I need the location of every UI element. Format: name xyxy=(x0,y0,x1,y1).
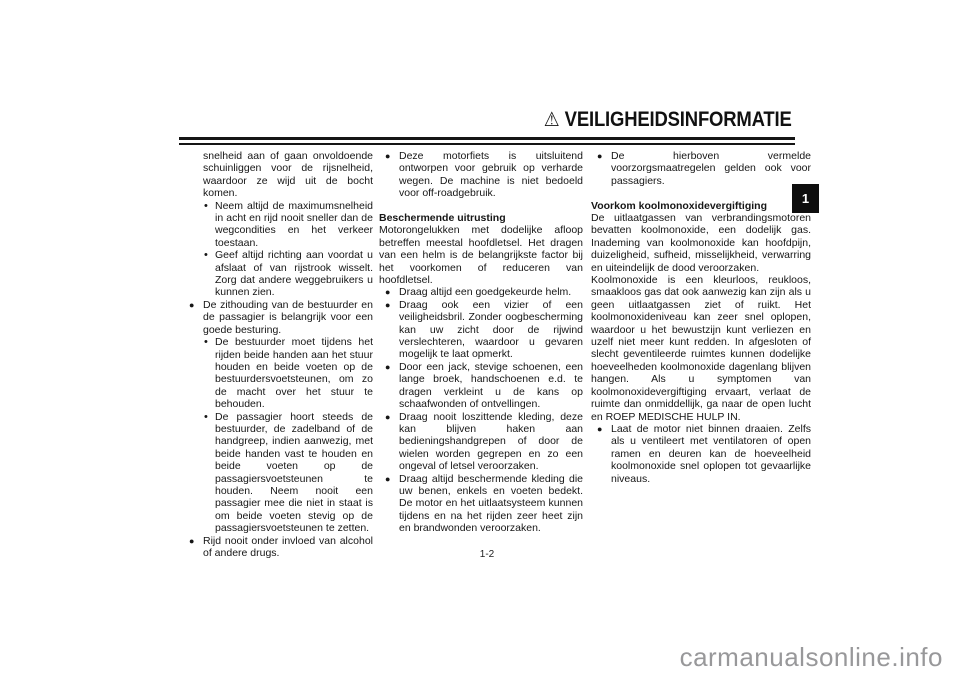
list-item-text: Deze motorfiets is uitsluitend ontworpen voor gebruik op verharde wegen. De machine is niet bedoeld voor off-roadgebruik. xyxy=(399,150,583,200)
bullet-marker-icon: ● xyxy=(385,361,391,372)
list-item-text: Draag ook een vizier of een veiligheidsbril. Zonder oogbescherming kan uw zicht door de rijwind verslechteren, waardoor u gevaren mogelijk te laat opmerkt. xyxy=(399,298,583,361)
bullet-marker-icon: ● xyxy=(597,151,603,161)
list-item-text: De passagier hoort steeds de bestuurder, de zadelband of de handgreep, indien aanwezig, met beide handen vast te houden en beide voeten op de passagiersvoetsteunen te houden. Neem nooit een passagier mee die niet in staat is om beide voeten stevig op de passagiersvoetsteunen te zetten. xyxy=(215,410,373,535)
list-item-text: Draag altijd een goedgekeurde helm. xyxy=(399,286,572,299)
bullet-marker-icon: ● xyxy=(189,299,195,310)
column-2 xyxy=(379,150,583,559)
list-item-text: De bestuurder moet tijdens het rijden beide handen aan het stuur houden en beide voeten op de bestuurdersvoetsteunen, om zo de macht over het stuur te behouden. xyxy=(215,336,373,411)
list-item-text: Draag altijd beschermende kleding die uw benen, enkels en voeten bedekt. De motor en het uitlaatsysteem kunnen tijdens en na het rijden zeer heet zijn en brandwonden veroorzaken. xyxy=(399,472,583,535)
section-heading: Voorkom koolmonoxidevergiftiging xyxy=(591,199,767,212)
content-columns xyxy=(183,150,811,559)
sub-bullet-marker-icon: • xyxy=(204,336,208,349)
paragraph: De uitlaatgassen van verbrandingsmotoren bevatten koolmonoxide, een dodelijk gas. Inademing van koolmonoxide kan hoofdpijn, duizeligheid, sufheid, misselijkheid, verwarring en uiteindelijk de dood veroorzaken. xyxy=(591,212,811,274)
sub-bullet-marker-icon: • xyxy=(204,249,208,262)
sub-bullet-marker-icon: • xyxy=(204,410,208,423)
bullet-marker-icon: ● xyxy=(385,473,391,484)
list-item xyxy=(183,249,373,299)
header-double-rule xyxy=(179,137,795,145)
sub-bullet-marker-icon: • xyxy=(204,199,208,212)
list-item xyxy=(591,150,811,187)
paragraph: Koolmonoxide is een kleurloos, reukloos, smaakloos gas dat ook aanwezig kan zijn als u geen uitlaatgassen ziet of ruikt. Het koolmonoxideniveau kan zeer snel oplopen, waardoor u het bewustzijn kunt verliezen en uzelf niet meer kunt redden. In afgesloten of slecht geventileerde ruimtes kunnen dodelijke hoeveelheden koolmonoxide dagenlang blijven hangen. Als u symptomen van koolmonoxidevergiftiging ervaart, verlaat de ruimte dan onmiddellijk, ga naar de open lucht en ROEP MEDISCHE HULP IN. xyxy=(591,274,811,423)
list-item xyxy=(591,423,811,485)
watermark: carmanualsonline.info xyxy=(679,642,943,672)
list-item xyxy=(379,473,583,535)
column-1 xyxy=(183,150,373,559)
bullet-marker-icon: ● xyxy=(385,151,391,161)
list-item-text: Rijd nooit onder invloed van alcohol of andere drugs. xyxy=(203,534,373,559)
list-item-text: De hierboven vermelde voorzorgsmaatregelen gelden ook voor passagiers. xyxy=(611,150,811,187)
bullet-marker-icon: ● xyxy=(385,287,391,298)
paragraph: Motorongelukken met dodelijke afloop betreffen meestal hoofdletsel. Het dragen van een helm is de belangrijkste factor bij het voorkomen of reduceren van hoofdletsel. xyxy=(379,224,583,287)
list-item-text: Geef altijd richting aan voordat u afslaat of van rijstrook wisselt. Zorg dat andere weggebruikers u kunnen zien. xyxy=(215,249,373,299)
warning-triangle-icon: ⚠ xyxy=(544,107,560,131)
list-item xyxy=(379,361,583,411)
list-item xyxy=(183,299,373,336)
paragraph: snelheid aan of gaan onvoldoende schuinliggen voor de rijsnelheid, waardoor ze wijd uit de bocht komen. xyxy=(203,150,373,200)
list-item xyxy=(379,411,583,473)
bullet-marker-icon: ● xyxy=(385,299,391,310)
bullet-marker-icon: ● xyxy=(597,423,603,434)
list-item xyxy=(379,299,583,361)
list-item xyxy=(379,150,583,200)
list-item-text: De zithouding van de bestuurder en de passagier is belangrijk voor een goede besturing. xyxy=(203,298,373,336)
bullet-marker-icon: ● xyxy=(385,411,391,422)
page-title: VEILIGHEIDSINFORMATIE xyxy=(565,108,792,131)
list-item xyxy=(183,411,373,535)
list-item xyxy=(379,286,583,298)
chapter-tab-1: 1 xyxy=(792,184,819,213)
page-header xyxy=(544,107,792,132)
column-3 xyxy=(591,150,811,559)
list-item-text: Laat de motor niet binnen draaien. Zelfs als u ventileert met ventilatoren of open ramen en deuren kan de hoeveelheid koolmonoxide snel oplopen tot gevaarlijke niveaus. xyxy=(611,422,811,485)
section-heading: Beschermende uitrusting xyxy=(379,212,506,225)
list-item xyxy=(183,336,373,410)
list-item-text: Draag nooit loszittende kleding, deze kan blijven haken aan bedieningshandgrepen of door de wielen worden gegrepen en zo een ongeval of letsel veroorzaken. xyxy=(399,410,583,473)
list-item xyxy=(183,200,373,250)
bullet-marker-icon: ● xyxy=(189,535,195,546)
list-item-text: Neem altijd de maximumsnelheid in acht en rijd nooit sneller dan de wegcondities en het verkeer toestaan. xyxy=(215,199,373,249)
list-item-text: Door een jack, stevige schoenen, een lange broek, handschoenen e.d. te dragen verkleint u de kans op schaafwonden of ontvellingen. xyxy=(399,360,583,411)
page-number: 1-2 xyxy=(479,549,495,560)
